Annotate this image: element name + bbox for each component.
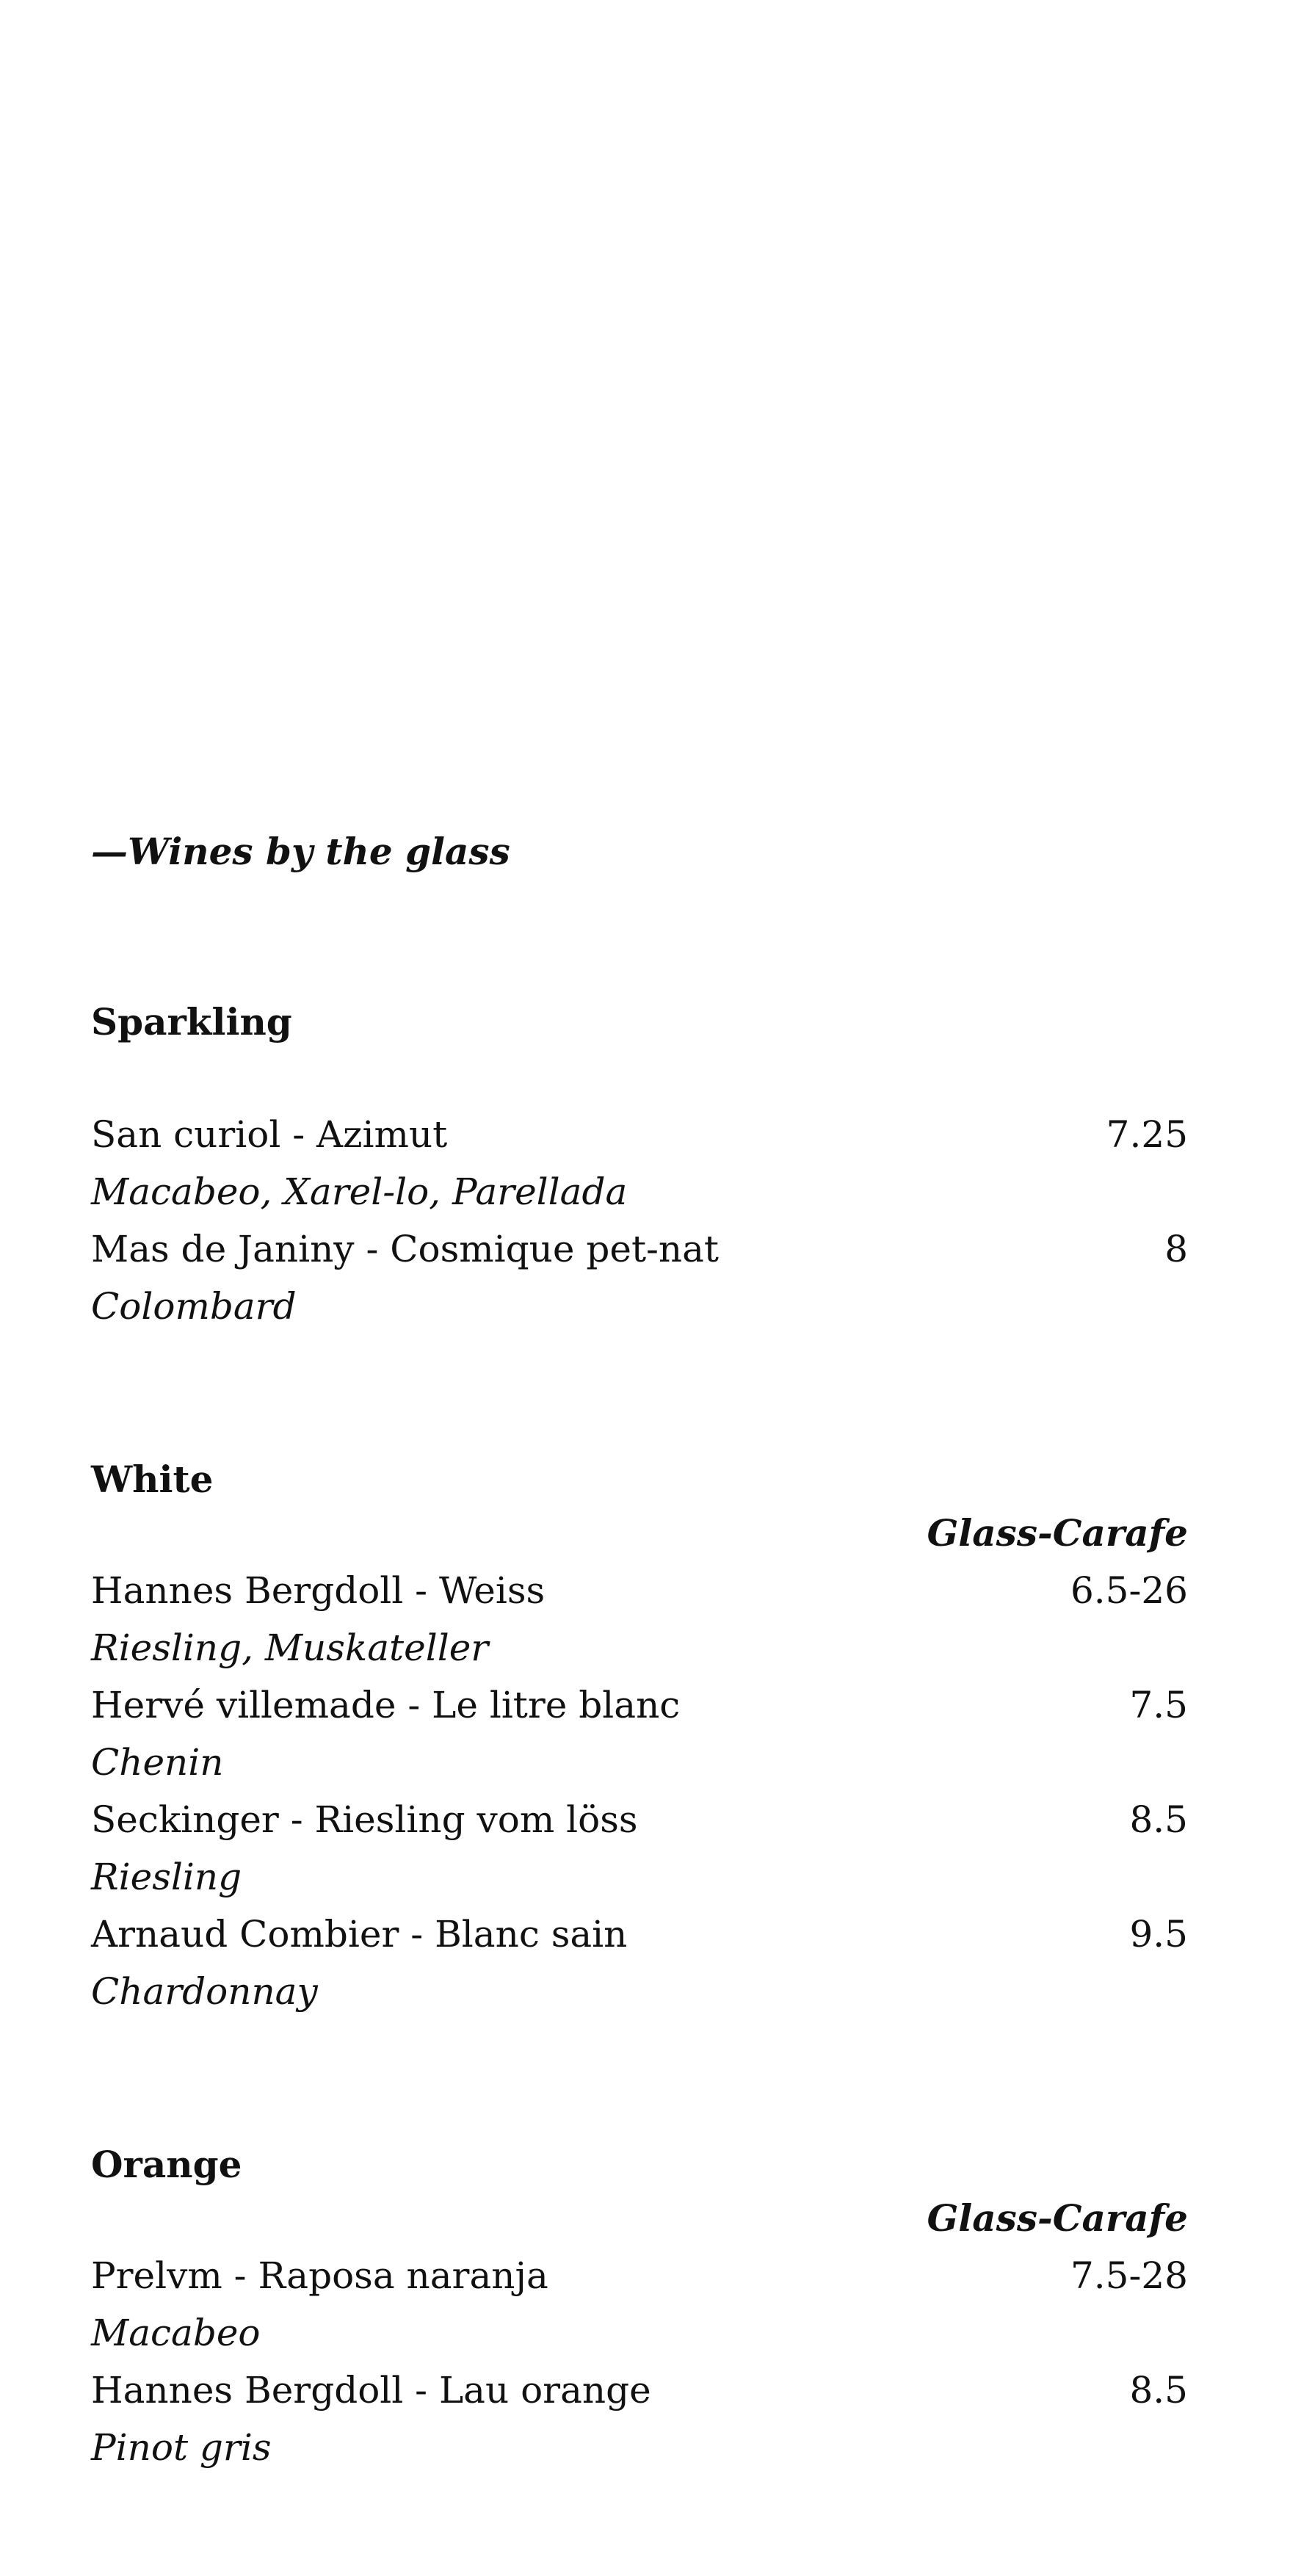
wine-grapes: Colombard: [91, 1285, 297, 1328]
wine-grapes: Chardonnay: [91, 1970, 318, 2013]
wine-grapes: Riesling, Muskateller: [91, 1627, 489, 1669]
wine-item: [91, 1562, 1188, 1676]
wine-name: Hannes Bergdoll - Weiss: [91, 1569, 546, 1612]
menu-title: —Wines by the glass: [91, 830, 510, 873]
wine-line: [91, 1791, 1188, 1848]
section-sparkling: [91, 1000, 1188, 1335]
wine-item: [91, 1106, 1188, 1220]
wine-name: Mas de Janiny - Cosmique pet-nat: [91, 1228, 720, 1270]
wine-line: [91, 1906, 1188, 1963]
wine-price: 8.5: [1129, 1798, 1188, 1841]
wine-line: [91, 1220, 1188, 1278]
wine-price: 6.5-26: [1070, 1569, 1188, 1612]
wine-list: [91, 1106, 1188, 1335]
wine-price: 8: [1164, 1228, 1188, 1270]
section-white: [91, 1458, 1188, 2020]
wine-item: [91, 1906, 1188, 2020]
wine-price: 7.25: [1106, 1113, 1188, 1156]
wine-item: [91, 1791, 1188, 1906]
wine-item: [91, 2362, 1188, 2476]
wine-name: Hannes Bergdoll - Lau orange: [91, 2369, 651, 2412]
wine-list: [91, 2247, 1188, 2476]
wine-grapes: Macabeo: [91, 2312, 261, 2354]
wine-grapes: Pinot gris: [91, 2426, 272, 2469]
wine-line: [91, 1676, 1188, 1734]
wine-line: [91, 1562, 1188, 1619]
wine-line: [91, 2247, 1188, 2304]
wine-item: [91, 2247, 1188, 2362]
wine-line: [91, 1106, 1188, 1163]
price-column-header: Glass-Carafe: [927, 1511, 1188, 1555]
price-column-header: Glass-Carafe: [927, 2196, 1188, 2240]
section-heading: Sparkling: [91, 1000, 292, 1043]
wine-name: San curiol - Azimut: [91, 1113, 448, 1156]
wine-price: 7.5: [1129, 1684, 1188, 1726]
section-heading: Orange: [91, 2143, 242, 2186]
wine-grapes: Chenin: [91, 1741, 224, 1784]
wine-price: 7.5-28: [1070, 2254, 1188, 2297]
wine-line: [91, 2362, 1188, 2419]
wine-name: Hervé villemade - Le litre blanc: [91, 1684, 681, 1726]
wine-name: Prelvm - Raposa naranja: [91, 2254, 548, 2297]
section-heading: White: [91, 1458, 214, 1501]
wine-grapes: Riesling: [91, 1856, 242, 1898]
wine-list: [91, 1562, 1188, 2020]
wine-price: 8.5: [1129, 2369, 1188, 2412]
wine-name: Seckinger - Riesling vom löss: [91, 1798, 638, 1841]
wine-item: [91, 1676, 1188, 1791]
wine-name: Arnaud Combier - Blanc sain: [91, 1913, 628, 1955]
wine-item: [91, 1220, 1188, 1335]
wine-price: 9.5: [1129, 1913, 1188, 1955]
wine-grapes: Macabeo, Xarel-lo, Parellada: [91, 1171, 628, 1213]
section-orange: [91, 2143, 1188, 2476]
